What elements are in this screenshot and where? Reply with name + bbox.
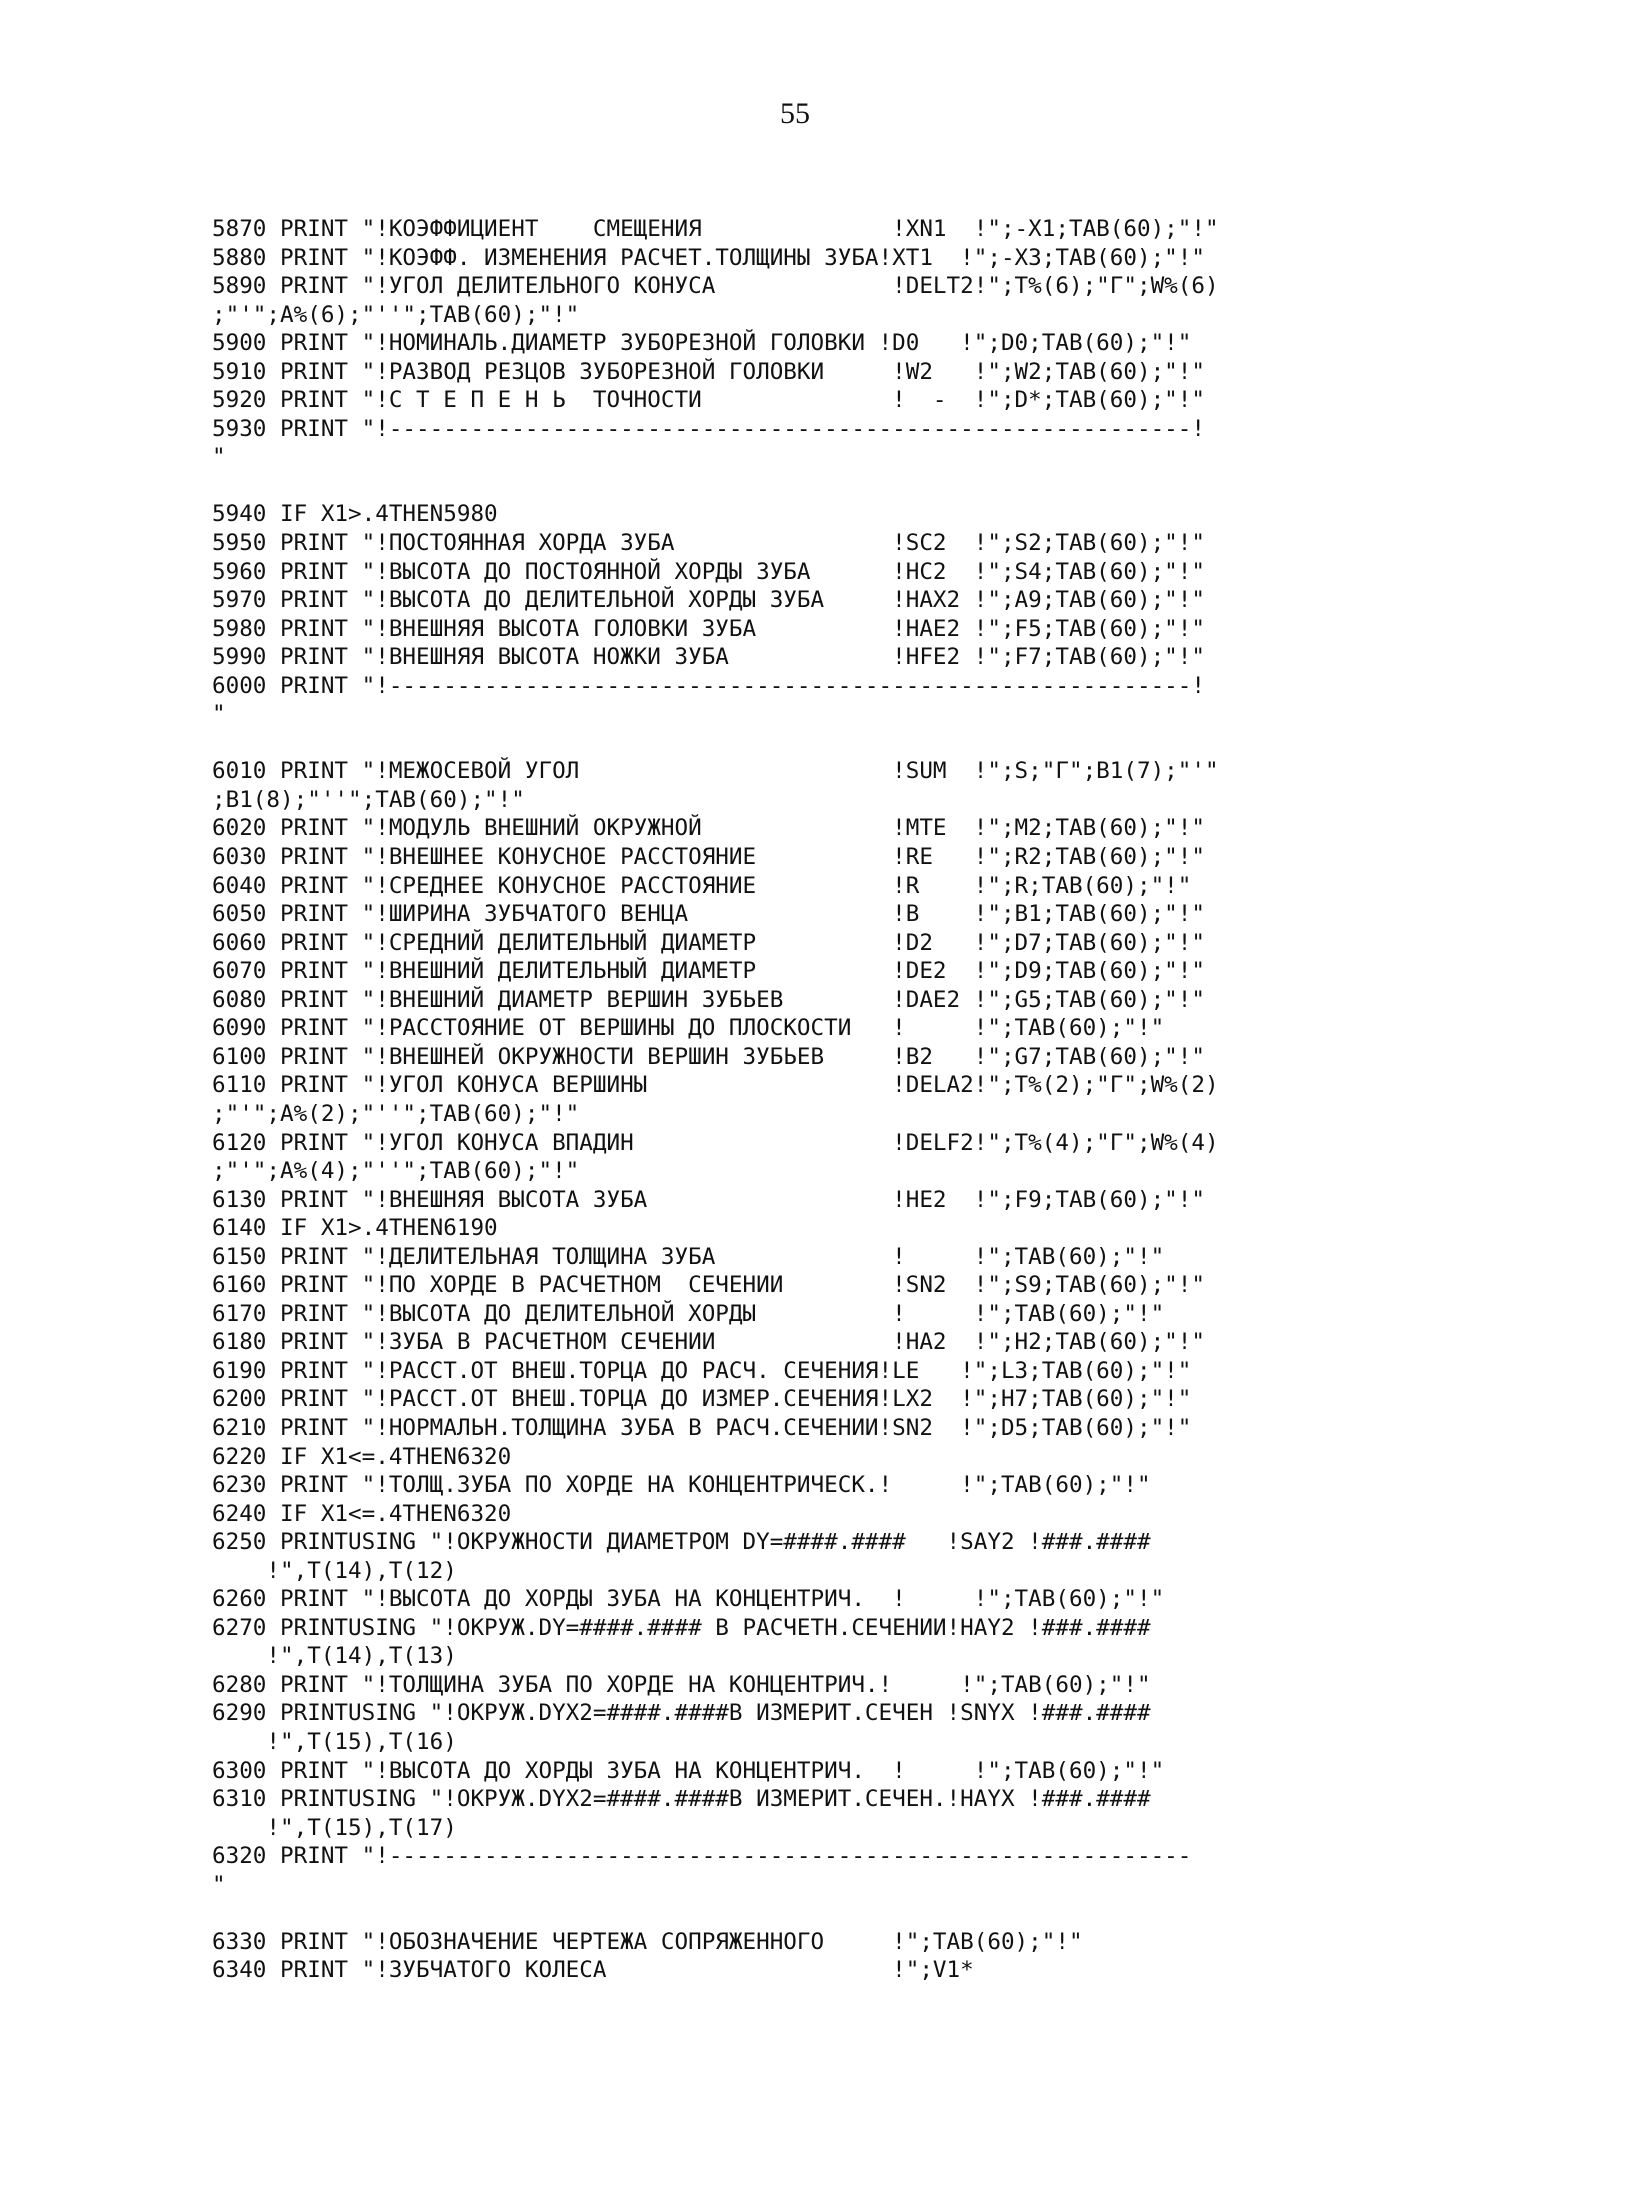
code-line: 6150 PRINT "!ДЕЛИТЕЛЬНАЯ ТОЛЩИНА ЗУБА ! !";TAB(60);"!" — [212, 1243, 1165, 1270]
code-line: 6230 PRINT "!ТОЛЩ.ЗУБА ПО ХОРДЕ НА КОНЦЕНТРИЧЕСК.! !";TAB(60);"!" — [212, 1472, 1151, 1499]
code-line: 6100 PRINT "!ВНЕШНЕЙ ОКРУЖНОСТИ ВЕРШИН ЗУБЬЕВ !B2 !";G7;TAB(60);"!" — [212, 1043, 1205, 1070]
code-line: ;"'";A%(2);"''";TAB(60);"!" — [212, 1100, 580, 1127]
code-line: 6190 PRINT "!РАССТ.ОТ ВНЕШ.ТОРЦА ДО РАСЧ. СЕЧЕНИЯ!LE !";L3;TAB(60);"!" — [212, 1357, 1192, 1384]
code-line: 6210 PRINT "!НОРМАЛЬН.ТОЛЩИНА ЗУБА В РАСЧ.СЕЧЕНИИ!SN2 !";D5;TAB(60);"!" — [212, 1414, 1192, 1441]
code-line: 6090 PRINT "!РАССТОЯНИЕ ОТ ВЕРШИНЫ ДО ПЛОСКОСТИ ! !";TAB(60);"!" — [212, 1015, 1165, 1042]
code-line: 6160 PRINT "!ПО ХОРДЕ В РАСЧЕТНОМ СЕЧЕНИИ !SN2 !";S9;TAB(60);"!" — [212, 1272, 1205, 1299]
code-line: 5950 PRINT "!ПОСТОЯННАЯ ХОРДА ЗУБА !SC2 !";S2;TAB(60);"!" — [212, 530, 1205, 557]
code-line: " — [212, 1871, 226, 1898]
code-line: 6070 PRINT "!ВНЕШНИЙ ДЕЛИТЕЛЬНЫЙ ДИАМЕТР !DE2 !";D9;TAB(60);"!" — [212, 958, 1205, 985]
code-line: 5900 PRINT "!НОМИНАЛЬ.ДИАМЕТР ЗУБОРЕЗНОЙ ГОЛОВКИ !D0 !";D0;TAB(60);"!" — [212, 330, 1192, 357]
code-line: 6120 PRINT "!УГОЛ КОНУСА ВПАДИН !DELF2!";T%(4);"Г";W%(4) — [212, 1129, 1219, 1156]
code-line — [212, 729, 1219, 758]
code-line: !",T(15),T(17) — [212, 1814, 457, 1841]
code-line: 5910 PRINT "!РАЗВОД РЕЗЦОВ ЗУБОРЕЗНОЙ ГОЛОВКИ !W2 !";W2;TAB(60);"!" — [212, 358, 1205, 385]
code-line: 6080 PRINT "!ВНЕШНИЙ ДИАМЕТР ВЕРШИН ЗУБЬЕВ !DAE2 !";G5;TAB(60);"!" — [212, 986, 1205, 1013]
code-line: 6000 PRINT "!-----------------------------------------------------------! — [212, 672, 1205, 699]
code-line: 6250 PRINTUSING "!ОКРУЖНОСТИ ДИАМЕТРОМ DY=####.#### !SAY2 !###.#### — [212, 1529, 1151, 1556]
code-line: 6220 IF X1<=.4THEN6320 — [212, 1443, 512, 1470]
code-line: 6110 PRINT "!УГОЛ КОНУСА ВЕРШИНЫ !DELA2!";T%(2);"Г";W%(2) — [212, 1072, 1219, 1099]
code-line: " — [212, 701, 226, 728]
code-line: 5990 PRINT "!ВНЕШНЯЯ ВЫСОТА НОЖКИ ЗУБА !HFE2 !";F7;TAB(60);"!" — [212, 644, 1205, 671]
code-line: 6030 PRINT "!ВНЕШНЕЕ КОНУСНОЕ РАССТОЯНИЕ !RE !";R2;TAB(60);"!" — [212, 844, 1205, 871]
code-line: 6140 IF X1>.4THEN6190 — [212, 1215, 498, 1242]
code-line: 5980 PRINT "!ВНЕШНЯЯ ВЫСОТА ГОЛОВКИ ЗУБА !HAE2 !";F5;TAB(60);"!" — [212, 615, 1205, 642]
code-line: 6240 IF X1<=.4THEN6320 — [212, 1500, 512, 1527]
code-line: 6270 PRINTUSING "!ОКРУЖ.DY=####.#### В РАСЧЕТН.СЕЧЕНИИ!HAY2 !###.#### — [212, 1614, 1151, 1641]
code-line: 6020 PRINT "!МОДУЛЬ ВНЕШНИЙ ОКРУЖНОЙ !MTE !";M2;TAB(60);"!" — [212, 815, 1205, 842]
code-line: ;B1(8);"''";TAB(60);"!" — [212, 786, 525, 813]
code-line: 6320 PRINT "!----------------------------------------------------------- — [212, 1843, 1192, 1870]
code-line: !",T(14),T(13) — [212, 1643, 457, 1670]
code-line: " — [212, 444, 226, 471]
code-line: 6260 PRINT "!ВЫСОТА ДО ХОРДЫ ЗУБА НА КОНЦЕНТРИЧ. ! !";TAB(60);"!" — [212, 1586, 1165, 1613]
code-line: 5890 PRINT "!УГОЛ ДЕЛИТЕЛЬНОГО КОНУСА !DELT2!";T%(6);"Г";W%(6) — [212, 273, 1219, 300]
code-line: 5940 IF X1>.4THEN5980 — [212, 501, 498, 528]
code-line: 6290 PRINTUSING "!ОКРУЖ.DYX2=####.####В ИЗМЕРИТ.СЕЧЕН !SNYX !###.#### — [212, 1700, 1151, 1727]
code-line: ;"'";A%(4);"''";TAB(60);"!" — [212, 1158, 580, 1185]
code-line — [212, 1899, 1219, 1928]
code-line: 5930 PRINT "!-----------------------------------------------------------! — [212, 415, 1205, 442]
code-line: 5870 PRINT "!КОЭФФИЦИЕНТ СМЕЩЕНИЯ !XN1 !";-X1;TAB(60);"!" — [212, 216, 1219, 242]
code-line: 6300 PRINT "!ВЫСОТА ДО ХОРДЫ ЗУБА НА КОНЦЕНТРИЧ. ! !";TAB(60);"!" — [212, 1757, 1165, 1784]
code-line: 5960 PRINT "!ВЫСОТА ДО ПОСТОЯННОЙ ХОРДЫ ЗУБА !HC2 !";S4;TAB(60);"!" — [212, 558, 1205, 585]
code-line: 6050 PRINT "!ШИРИНА ЗУБЧАТОГО ВЕНЦА !B !";B1;TAB(60);"!" — [212, 901, 1205, 928]
code-line — [212, 472, 1219, 501]
code-line: !",T(14),T(12) — [212, 1557, 457, 1584]
code-line: 6040 PRINT "!СРЕДНЕЕ КОНУСНОЕ РАССТОЯНИЕ !R !";R;TAB(60);"!" — [212, 872, 1192, 899]
code-line: !",T(15),T(16) — [212, 1728, 457, 1755]
basic-program-listing — [212, 215, 1219, 1985]
code-line: 6010 PRINT "!МЕЖОСЕВОЙ УГОЛ !SUM !";S;"Г";B1(7);"'" — [212, 758, 1219, 785]
page-number: 55 — [780, 97, 810, 130]
code-line: ;"'";A%(6);"''";TAB(60);"!" — [212, 301, 580, 328]
code-line: 6060 PRINT "!СРЕДНИЙ ДЕЛИТЕЛЬНЫЙ ДИАМЕТР !D2 !";D7;TAB(60);"!" — [212, 929, 1205, 956]
code-line: 5920 PRINT "!С Т Е П Е Н Ь ТОЧНОСТИ ! - !";D*;TAB(60);"!" — [212, 387, 1205, 414]
code-line: 6180 PRINT "!ЗУБА В РАСЧЕТНОМ СЕЧЕНИИ !HA2 !";H2;TAB(60);"!" — [212, 1329, 1205, 1356]
code-line: 6340 PRINT "!ЗУБЧАТОГО КОЛЕСА !";V1* — [212, 1957, 974, 1984]
code-line: 6200 PRINT "!РАССТ.ОТ ВНЕШ.ТОРЦА ДО ИЗМЕР.СЕЧЕНИЯ!LX2 !";H7;TAB(60);"!" — [212, 1386, 1192, 1413]
code-line: 6310 PRINTUSING "!ОКРУЖ.DYX2=####.####В ИЗМЕРИТ.СЕЧЕН.!HAYX !###.#### — [212, 1786, 1151, 1813]
code-line: 6280 PRINT "!ТОЛЩИНА ЗУБА ПО ХОРДЕ НА КОНЦЕНТРИЧ.! !";TAB(60);"!" — [212, 1671, 1151, 1698]
code-line: 5970 PRINT "!ВЫСОТА ДО ДЕЛИТЕЛЬНОЙ ХОРДЫ ЗУБА !HAX2 !";A9;TAB(60);"!" — [212, 587, 1205, 614]
code-line: 6330 PRINT "!ОБОЗНАЧЕНИЕ ЧЕРТЕЖА СОПРЯЖЕННОГО !";TAB(60);"!" — [212, 1928, 1083, 1955]
code-line: 5880 PRINT "!КОЭФФ. ИЗМЕНЕНИЯ РАСЧЕТ.ТОЛЩИНЫ ЗУБА!XT1 !";-X3;TAB(60);"!" — [212, 244, 1205, 271]
code-line: 6170 PRINT "!ВЫСОТА ДО ДЕЛИТЕЛЬНОЙ ХОРДЫ ! !";TAB(60);"!" — [212, 1300, 1165, 1327]
code-line: 6130 PRINT "!ВНЕШНЯЯ ВЫСОТА ЗУБА !HE2 !";F9;TAB(60);"!" — [212, 1186, 1205, 1213]
